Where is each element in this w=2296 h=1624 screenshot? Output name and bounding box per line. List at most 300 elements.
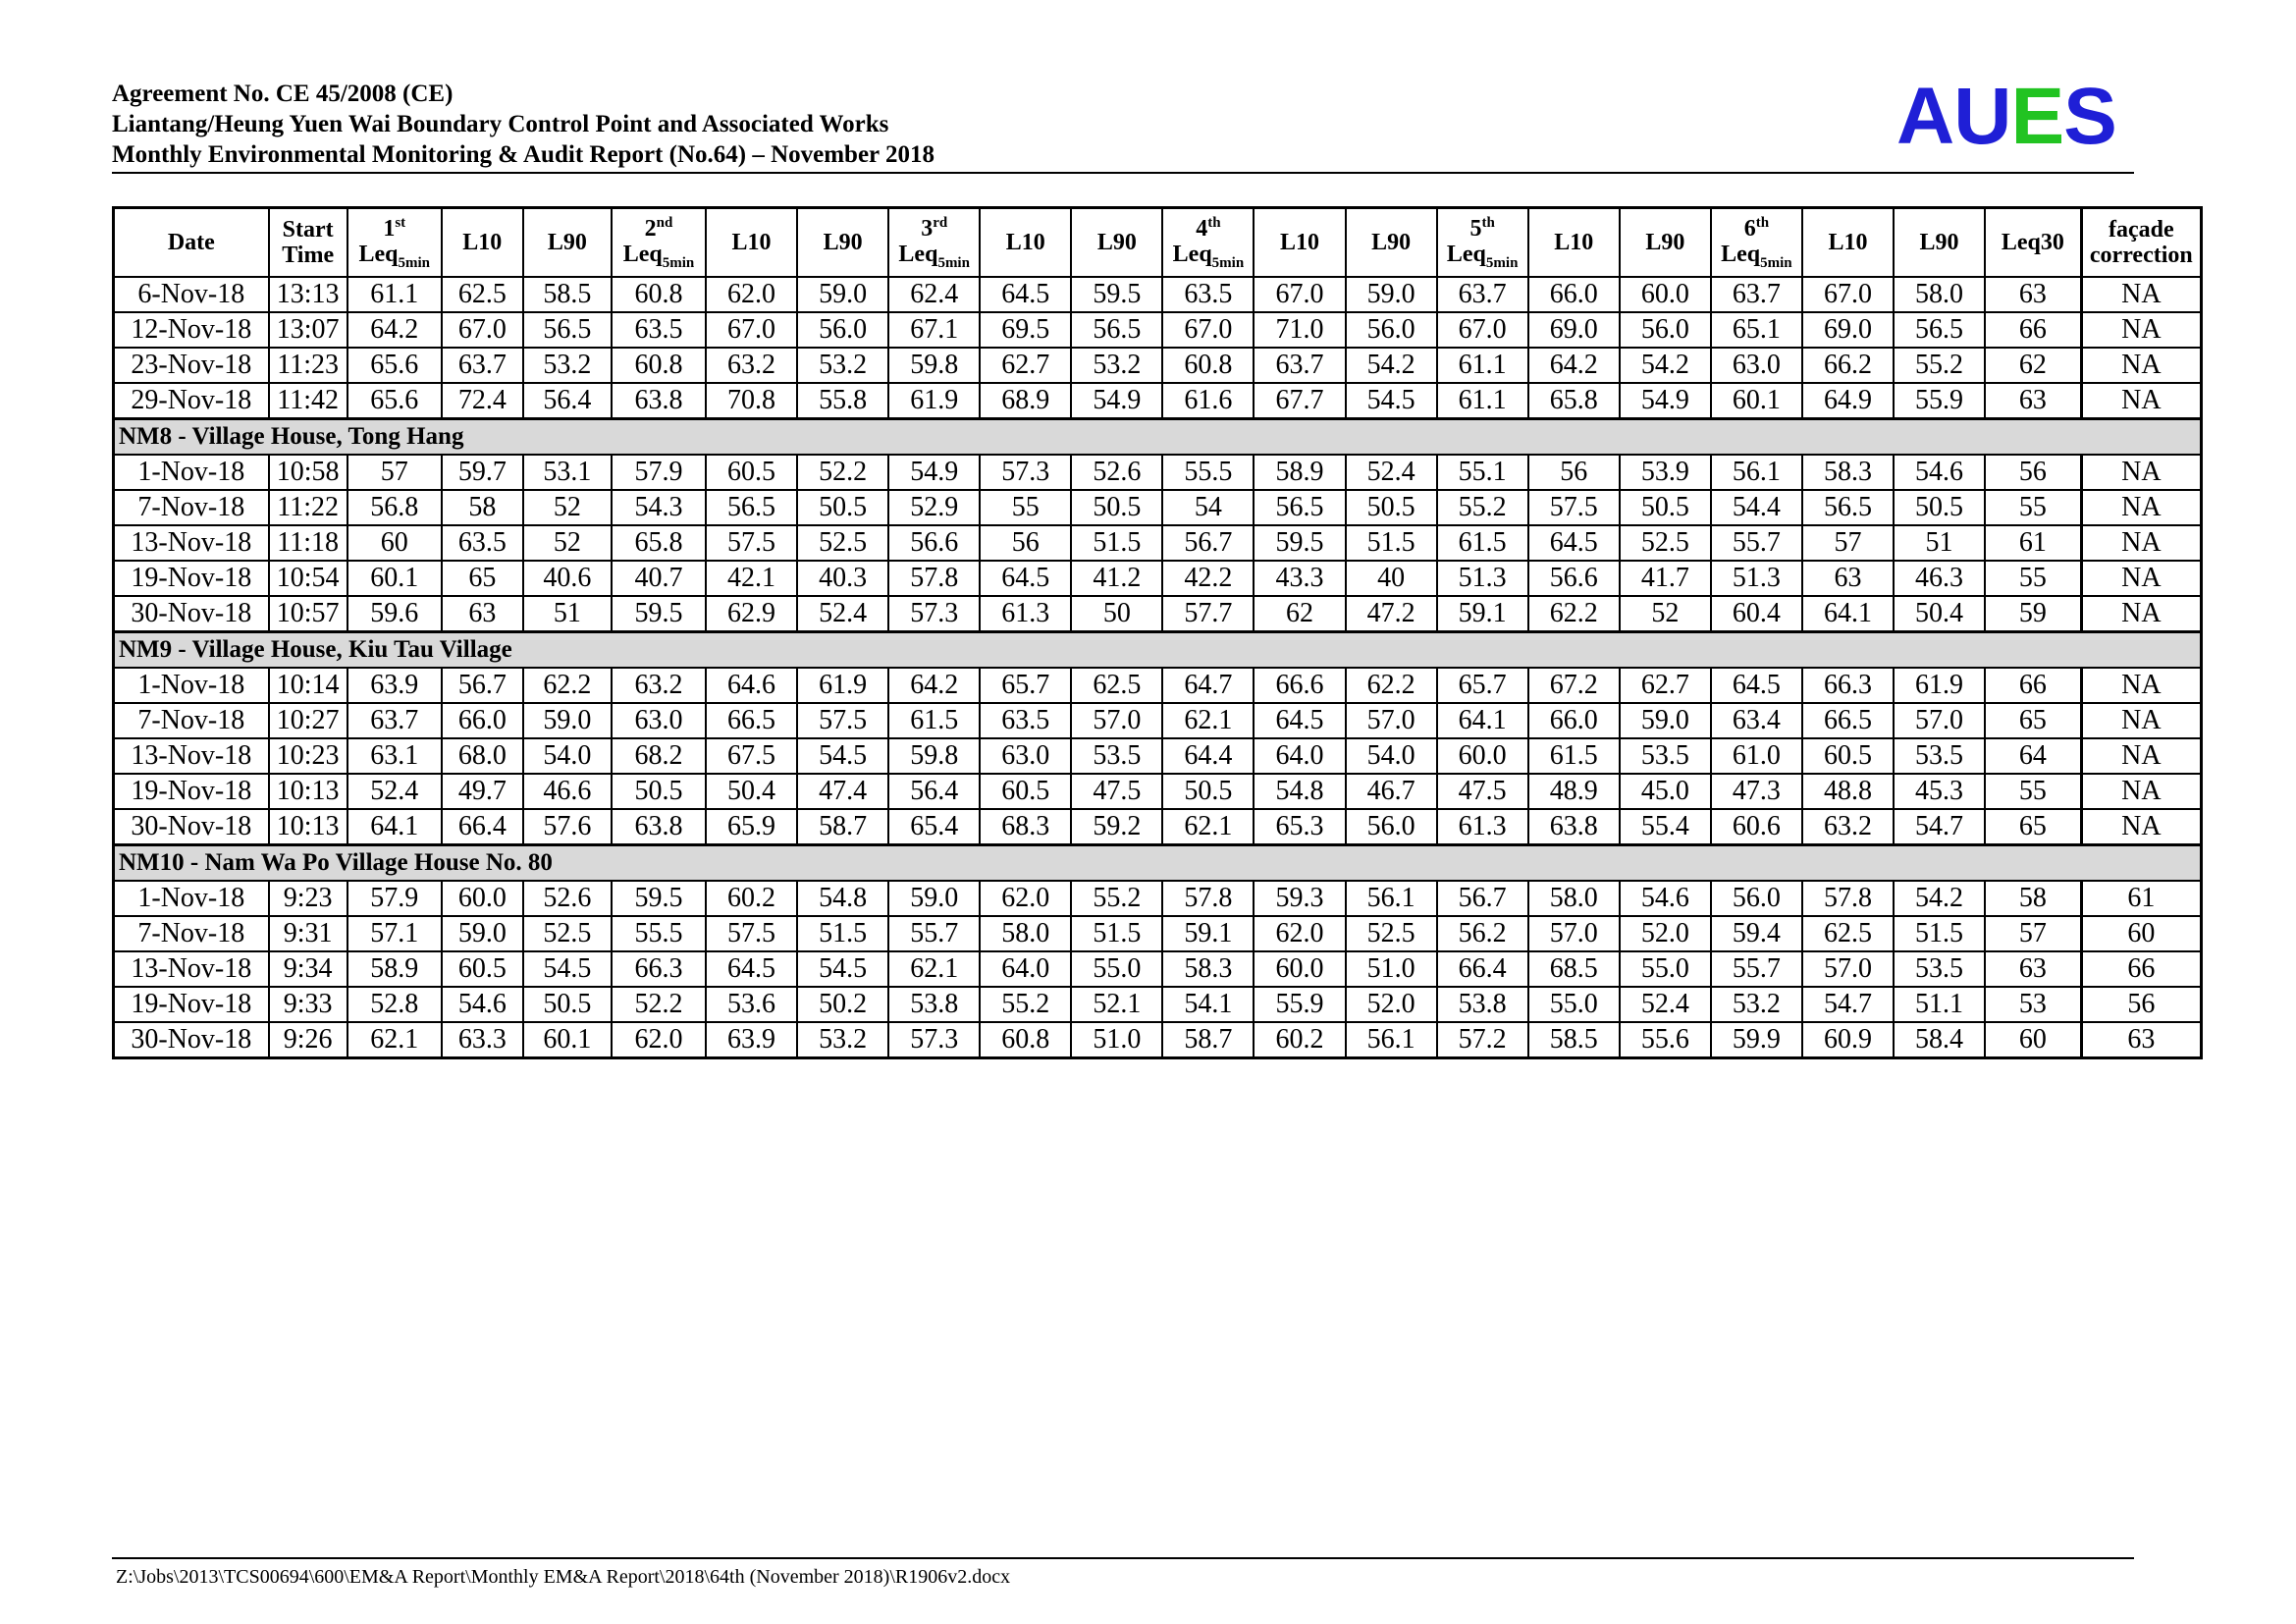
cell-leq-1: 63.1 xyxy=(347,738,442,774)
cell-date: 1-Nov-18 xyxy=(114,668,269,703)
cell-leq-6: 60.4 xyxy=(1711,596,1802,632)
cell-l90: 52.4 xyxy=(1620,987,1711,1022)
cell-l10: 60.5 xyxy=(442,951,523,987)
cell-leq-4: 61.6 xyxy=(1162,383,1254,419)
cell-l10: 61.3 xyxy=(980,596,1071,632)
cell-leq-1: 57 xyxy=(347,455,442,490)
table-row xyxy=(114,561,2202,596)
cell-l90: 47.2 xyxy=(1346,596,1437,632)
cell-l10: 65.9 xyxy=(706,809,797,845)
table-row xyxy=(114,525,2202,561)
cell-l10: 64.5 xyxy=(980,561,1071,596)
header-l90: L90 xyxy=(797,208,888,278)
cell-date: 13-Nov-18 xyxy=(114,738,269,774)
cell-l90: 40.6 xyxy=(523,561,612,596)
cell-leq-1: 52.8 xyxy=(347,987,442,1022)
cell-leq30: 58 xyxy=(1985,881,2081,916)
cell-l90: 52.0 xyxy=(1346,987,1437,1022)
table-row xyxy=(114,383,2202,419)
cell-l90: 54.2 xyxy=(1346,348,1437,383)
cell-leq-1: 60.1 xyxy=(347,561,442,596)
station-section-row xyxy=(114,845,2202,882)
cell-l90: 50 xyxy=(1071,596,1162,632)
cell-l10: 57 xyxy=(1802,525,1894,561)
cell-l90: 53.5 xyxy=(1894,951,1985,987)
cell-l10: 67.2 xyxy=(1528,668,1620,703)
cell-leq-3: 55.7 xyxy=(888,916,980,951)
cell-leq-6: 54.4 xyxy=(1711,490,1802,525)
cell-leq-3: 59.8 xyxy=(888,738,980,774)
cell-leq-2: 59.5 xyxy=(612,881,706,916)
cell-start-time: 9:26 xyxy=(269,1022,347,1058)
cell-l90: 55.2 xyxy=(1071,881,1162,916)
footer-file-path: Z:\Jobs\2013\TCS00694\600\EM&A Report\Monthly EM&A Report\2018\64th (November 2018)\R1906v2.docx xyxy=(116,1566,1011,1588)
cell-leq-2: 50.5 xyxy=(612,774,706,809)
cell-leq-2: 63.2 xyxy=(612,668,706,703)
cell-leq-4: 55.5 xyxy=(1162,455,1254,490)
cell-start-time: 10:57 xyxy=(269,596,347,632)
cell-facade-correction: 66 xyxy=(2081,951,2201,987)
cell-facade-correction: NA xyxy=(2081,668,2201,703)
cell-leq-1: 59.6 xyxy=(347,596,442,632)
noise-monitoring-table-wrap xyxy=(112,206,2203,1059)
cell-leq-3: 61.5 xyxy=(888,703,980,738)
cell-start-time: 10:54 xyxy=(269,561,347,596)
header-l90: L90 xyxy=(1346,208,1437,278)
cell-l90: 53.2 xyxy=(797,348,888,383)
cell-l10: 55.2 xyxy=(980,987,1071,1022)
cell-l10: 66.4 xyxy=(442,809,523,845)
cell-leq-1: 60 xyxy=(347,525,442,561)
cell-l90: 55.9 xyxy=(1894,383,1985,419)
cell-l10: 63.0 xyxy=(980,738,1071,774)
cell-leq-1: 61.1 xyxy=(347,277,442,312)
cell-l10: 64.2 xyxy=(1528,348,1620,383)
cell-l10: 57.5 xyxy=(706,916,797,951)
cell-leq-1: 63.9 xyxy=(347,668,442,703)
cell-leq-2: 40.7 xyxy=(612,561,706,596)
cell-l90: 51 xyxy=(1894,525,1985,561)
cell-l90: 46.6 xyxy=(523,774,612,809)
cell-leq-3: 61.9 xyxy=(888,383,980,419)
cell-facade-correction: NA xyxy=(2081,561,2201,596)
cell-leq-6: 55.7 xyxy=(1711,951,1802,987)
cell-l90: 56.0 xyxy=(1620,312,1711,348)
header-l10: L10 xyxy=(980,208,1071,278)
cell-l10: 54.6 xyxy=(442,987,523,1022)
cell-l10: 63 xyxy=(442,596,523,632)
cell-l90: 58.5 xyxy=(523,277,612,312)
cell-l10: 56 xyxy=(980,525,1071,561)
cell-leq-2: 60.8 xyxy=(612,277,706,312)
cell-start-time: 9:23 xyxy=(269,881,347,916)
cell-l90: 53.9 xyxy=(1620,455,1711,490)
cell-l10: 55.0 xyxy=(1528,987,1620,1022)
cell-l10: 62.0 xyxy=(706,277,797,312)
cell-leq-2: 59.5 xyxy=(612,596,706,632)
cell-leq-4: 54.1 xyxy=(1162,987,1254,1022)
cell-l10: 48.8 xyxy=(1802,774,1894,809)
cell-leq-4: 64.4 xyxy=(1162,738,1254,774)
cell-start-time: 9:33 xyxy=(269,987,347,1022)
cell-leq-3: 53.8 xyxy=(888,987,980,1022)
cell-l90: 55.2 xyxy=(1894,348,1985,383)
cell-leq-6: 59.9 xyxy=(1711,1022,1802,1058)
cell-leq-1: 63.7 xyxy=(347,703,442,738)
cell-l10: 67.0 xyxy=(706,312,797,348)
cell-leq-5: 55.2 xyxy=(1437,490,1528,525)
cell-l10: 59.0 xyxy=(442,916,523,951)
cell-facade-correction: NA xyxy=(2081,277,2201,312)
cell-start-time: 10:58 xyxy=(269,455,347,490)
report-title: Monthly Environmental Monitoring & Audit Report (No.64) – November 2018 xyxy=(112,141,934,168)
cell-l10: 63.7 xyxy=(1254,348,1345,383)
cell-start-time: 11:22 xyxy=(269,490,347,525)
cell-l90: 52.4 xyxy=(1346,455,1437,490)
header-leq-5: 5th Leq$_{5min}$ xyxy=(1437,208,1528,278)
table-row xyxy=(114,668,2202,703)
cell-l90: 54.8 xyxy=(797,881,888,916)
cell-leq-6: 61.0 xyxy=(1711,738,1802,774)
table-row xyxy=(114,348,2202,383)
station-title: NM8 - Village House, Tong Hang xyxy=(114,419,2202,456)
project-title: Liantang/Heung Yuen Wai Boundary Control Point and Associated Works xyxy=(112,111,889,137)
table-row xyxy=(114,987,2202,1022)
cell-l90: 62.2 xyxy=(523,668,612,703)
cell-l90: 55.6 xyxy=(1620,1022,1711,1058)
cell-l90: 58.0 xyxy=(1894,277,1985,312)
cell-l90: 55.4 xyxy=(1620,809,1711,845)
cell-l90: 54.5 xyxy=(797,738,888,774)
cell-leq-4: 57.8 xyxy=(1162,881,1254,916)
cell-leq-4: 63.5 xyxy=(1162,277,1254,312)
header-l10: L10 xyxy=(1528,208,1620,278)
cell-date: 7-Nov-18 xyxy=(114,916,269,951)
header-l90: L90 xyxy=(1620,208,1711,278)
cell-leq30: 56 xyxy=(1985,455,2081,490)
cell-leq-5: 56.7 xyxy=(1437,881,1528,916)
cell-facade-correction: NA xyxy=(2081,738,2201,774)
cell-facade-correction: 63 xyxy=(2081,1022,2201,1058)
cell-leq-2: 54.3 xyxy=(612,490,706,525)
cell-leq-4: 67.0 xyxy=(1162,312,1254,348)
cell-l90: 41.7 xyxy=(1620,561,1711,596)
cell-leq-4: 62.1 xyxy=(1162,809,1254,845)
cell-l10: 57.0 xyxy=(1528,916,1620,951)
cell-leq30: 65 xyxy=(1985,703,2081,738)
cell-l90: 54.9 xyxy=(1071,383,1162,419)
cell-leq-3: 59.0 xyxy=(888,881,980,916)
header-leq-6: 6th Leq$_{5min}$ xyxy=(1711,208,1802,278)
cell-l10: 68.5 xyxy=(1528,951,1620,987)
logo-letter: U xyxy=(1953,72,2011,161)
cell-date: 1-Nov-18 xyxy=(114,881,269,916)
cell-l10: 70.8 xyxy=(706,383,797,419)
cell-l10: 62.0 xyxy=(980,881,1071,916)
header-divider xyxy=(112,172,2134,174)
cell-leq-6: 55.7 xyxy=(1711,525,1802,561)
cell-l90: 51.0 xyxy=(1346,951,1437,987)
cell-l10: 58.5 xyxy=(1528,1022,1620,1058)
cell-l90: 54.6 xyxy=(1894,455,1985,490)
cell-l10: 56 xyxy=(1528,455,1620,490)
cell-l90: 56.5 xyxy=(523,312,612,348)
cell-date: 30-Nov-18 xyxy=(114,1022,269,1058)
cell-l10: 59.5 xyxy=(1254,525,1345,561)
cell-l10: 60.5 xyxy=(706,455,797,490)
header-leq-1: 1st Leq$_{5min}$ xyxy=(347,208,442,278)
cell-l90: 59.2 xyxy=(1071,809,1162,845)
cell-l10: 58.0 xyxy=(980,916,1071,951)
table-row xyxy=(114,951,2202,987)
cell-l90: 52.4 xyxy=(797,596,888,632)
cell-l90: 54.2 xyxy=(1894,881,1985,916)
cell-l10: 59.7 xyxy=(442,455,523,490)
cell-l10: 54.7 xyxy=(1802,987,1894,1022)
cell-leq-6: 65.1 xyxy=(1711,312,1802,348)
cell-leq-2: 63.8 xyxy=(612,383,706,419)
cell-l10: 63.5 xyxy=(980,703,1071,738)
cell-l90: 59.0 xyxy=(797,277,888,312)
cell-leq-6: 63.4 xyxy=(1711,703,1802,738)
cell-l90: 52.0 xyxy=(1620,916,1711,951)
cell-l10: 60.2 xyxy=(1254,1022,1345,1058)
cell-facade-correction: NA xyxy=(2081,703,2201,738)
cell-l90: 41.2 xyxy=(1071,561,1162,596)
cell-l90: 51.0 xyxy=(1071,1022,1162,1058)
cell-leq-4: 58.7 xyxy=(1162,1022,1254,1058)
cell-l90: 51 xyxy=(523,596,612,632)
cell-l90: 52.5 xyxy=(1620,525,1711,561)
cell-start-time: 13:07 xyxy=(269,312,347,348)
cell-leq-1: 65.6 xyxy=(347,348,442,383)
cell-l10: 63 xyxy=(1802,561,1894,596)
cell-l10: 63.5 xyxy=(442,525,523,561)
cell-leq-3: 56.4 xyxy=(888,774,980,809)
cell-l10: 64.5 xyxy=(706,951,797,987)
cell-l90: 50.4 xyxy=(1894,596,1985,632)
cell-l10: 56.5 xyxy=(1254,490,1345,525)
header-l10: L10 xyxy=(706,208,797,278)
cell-leq30: 62 xyxy=(1985,348,2081,383)
table-row xyxy=(114,596,2202,632)
header-leq-2: 2nd Leq$_{5min}$ xyxy=(612,208,706,278)
cell-l90: 52.5 xyxy=(797,525,888,561)
cell-l90: 51.5 xyxy=(1071,525,1162,561)
cell-l90: 52.6 xyxy=(1071,455,1162,490)
cell-leq-3: 57.8 xyxy=(888,561,980,596)
table-header-row xyxy=(114,208,2202,278)
cell-l90: 45.0 xyxy=(1620,774,1711,809)
cell-leq-6: 59.4 xyxy=(1711,916,1802,951)
cell-date: 23-Nov-18 xyxy=(114,348,269,383)
station-section-row xyxy=(114,632,2202,669)
cell-l90: 54.0 xyxy=(523,738,612,774)
cell-leq-1: 58.9 xyxy=(347,951,442,987)
table-row xyxy=(114,1022,2202,1058)
table-body xyxy=(114,277,2202,1058)
cell-leq-5: 67.0 xyxy=(1437,312,1528,348)
cell-leq-1: 57.9 xyxy=(347,881,442,916)
cell-l90: 59.0 xyxy=(1620,703,1711,738)
cell-l10: 56.5 xyxy=(1802,490,1894,525)
cell-leq-3: 62.1 xyxy=(888,951,980,987)
cell-l10: 62.5 xyxy=(442,277,523,312)
logo-letter: E xyxy=(2010,72,2064,161)
cell-l90: 47.5 xyxy=(1071,774,1162,809)
cell-leq-5: 60.0 xyxy=(1437,738,1528,774)
cell-l90: 60.1 xyxy=(523,1022,612,1058)
cell-l10: 60.5 xyxy=(1802,738,1894,774)
cell-l10: 49.7 xyxy=(442,774,523,809)
cell-l10: 59.3 xyxy=(1254,881,1345,916)
cell-facade-correction: 56 xyxy=(2081,987,2201,1022)
station-title: NM9 - Village House, Kiu Tau Village xyxy=(114,632,2202,669)
header-leq-4: 4th Leq$_{5min}$ xyxy=(1162,208,1254,278)
cell-l90: 53.2 xyxy=(1071,348,1162,383)
cell-l10: 68.0 xyxy=(442,738,523,774)
cell-facade-correction: NA xyxy=(2081,383,2201,419)
cell-facade-correction: 61 xyxy=(2081,881,2201,916)
agreement-number: Agreement No. CE 45/2008 (CE) xyxy=(112,81,454,107)
cell-leq-1: 52.4 xyxy=(347,774,442,809)
cell-l10: 62.9 xyxy=(706,596,797,632)
cell-leq-4: 64.7 xyxy=(1162,668,1254,703)
cell-leq-2: 65.8 xyxy=(612,525,706,561)
cell-l10: 68.3 xyxy=(980,809,1071,845)
logo-letter: A xyxy=(1896,72,1954,161)
cell-date: 13-Nov-18 xyxy=(114,951,269,987)
cell-l10: 63.8 xyxy=(1528,809,1620,845)
cell-leq30: 63 xyxy=(1985,951,2081,987)
table-row xyxy=(114,881,2202,916)
cell-l10: 72.4 xyxy=(442,383,523,419)
cell-start-time: 10:14 xyxy=(269,668,347,703)
cell-leq-5: 56.2 xyxy=(1437,916,1528,951)
cell-date: 7-Nov-18 xyxy=(114,490,269,525)
cell-l90: 53.2 xyxy=(523,348,612,383)
cell-leq-6: 60.6 xyxy=(1711,809,1802,845)
cell-leq-4: 59.1 xyxy=(1162,916,1254,951)
cell-leq-5: 51.3 xyxy=(1437,561,1528,596)
header-l10: L10 xyxy=(442,208,523,278)
cell-l90: 57.0 xyxy=(1346,703,1437,738)
cell-l10: 65.8 xyxy=(1528,383,1620,419)
cell-l90: 52.5 xyxy=(1346,916,1437,951)
cell-leq-2: 63.5 xyxy=(612,312,706,348)
cell-leq-1: 65.6 xyxy=(347,383,442,419)
cell-l90: 56.0 xyxy=(1346,312,1437,348)
cell-leq30: 64 xyxy=(1985,738,2081,774)
cell-leq30: 60 xyxy=(1985,1022,2081,1058)
cell-leq30: 55 xyxy=(1985,561,2081,596)
cell-l90: 47.4 xyxy=(797,774,888,809)
cell-facade-correction: 60 xyxy=(2081,916,2201,951)
cell-facade-correction: NA xyxy=(2081,490,2201,525)
table-row xyxy=(114,809,2202,845)
header-l10: L10 xyxy=(1254,208,1345,278)
cell-leq-5: 66.4 xyxy=(1437,951,1528,987)
cell-l10: 64.5 xyxy=(980,277,1071,312)
cell-l90: 54.5 xyxy=(797,951,888,987)
cell-l10: 58.9 xyxy=(1254,455,1345,490)
cell-l10: 58.3 xyxy=(1802,455,1894,490)
cell-leq-4: 54 xyxy=(1162,490,1254,525)
cell-leq-3: 62.4 xyxy=(888,277,980,312)
cell-l10: 62 xyxy=(1254,596,1345,632)
cell-leq-3: 57.3 xyxy=(888,1022,980,1058)
cell-l90: 53.5 xyxy=(1894,738,1985,774)
cell-l10: 43.3 xyxy=(1254,561,1345,596)
cell-start-time: 9:34 xyxy=(269,951,347,987)
cell-leq-6: 64.5 xyxy=(1711,668,1802,703)
cell-leq-6: 51.3 xyxy=(1711,561,1802,596)
cell-start-time: 10:23 xyxy=(269,738,347,774)
cell-leq-5: 53.8 xyxy=(1437,987,1528,1022)
cell-l10: 67.0 xyxy=(442,312,523,348)
cell-start-time: 10:13 xyxy=(269,809,347,845)
header-leq30: Leq30 xyxy=(1985,208,2081,278)
header-leq-3: 3rd Leq$_{5min}$ xyxy=(888,208,980,278)
cell-l90: 50.5 xyxy=(523,987,612,1022)
cell-l10: 56.6 xyxy=(1528,561,1620,596)
cell-leq-2: 52.2 xyxy=(612,987,706,1022)
cell-l10: 64.6 xyxy=(706,668,797,703)
cell-l10: 64.0 xyxy=(980,951,1071,987)
cell-facade-correction: NA xyxy=(2081,348,2201,383)
cell-l10: 64.0 xyxy=(1254,738,1345,774)
cell-l10: 60.0 xyxy=(1254,951,1345,987)
cell-l90: 45.3 xyxy=(1894,774,1985,809)
cell-l90: 52.1 xyxy=(1071,987,1162,1022)
cell-l10: 60.5 xyxy=(980,774,1071,809)
cell-leq-6: 56.1 xyxy=(1711,455,1802,490)
header-date: Date xyxy=(114,208,269,278)
cell-l10: 69.0 xyxy=(1528,312,1620,348)
cell-l10: 48.9 xyxy=(1528,774,1620,809)
cell-l10: 55 xyxy=(980,490,1071,525)
cell-leq-4: 60.8 xyxy=(1162,348,1254,383)
cell-l10: 66.0 xyxy=(1528,703,1620,738)
cell-leq30: 61 xyxy=(1985,525,2081,561)
cell-leq-2: 68.2 xyxy=(612,738,706,774)
cell-l90: 52.6 xyxy=(523,881,612,916)
cell-date: 12-Nov-18 xyxy=(114,312,269,348)
cell-l90: 40 xyxy=(1346,561,1437,596)
cell-l90: 59.5 xyxy=(1071,277,1162,312)
cell-l90: 58.4 xyxy=(1894,1022,1985,1058)
cell-leq30: 53 xyxy=(1985,987,2081,1022)
cell-l90: 51.5 xyxy=(1346,525,1437,561)
cell-l90: 56.5 xyxy=(1894,312,1985,348)
cell-l90: 62.5 xyxy=(1071,668,1162,703)
cell-l10: 62.0 xyxy=(1254,916,1345,951)
cell-l90: 40.3 xyxy=(797,561,888,596)
cell-l10: 62.5 xyxy=(1802,916,1894,951)
cell-leq-4: 62.1 xyxy=(1162,703,1254,738)
cell-leq-3: 67.1 xyxy=(888,312,980,348)
cell-l90: 61.9 xyxy=(1894,668,1985,703)
table-row xyxy=(114,312,2202,348)
header-l90: L90 xyxy=(1071,208,1162,278)
cell-leq-6: 63.0 xyxy=(1711,348,1802,383)
cell-leq-2: 55.5 xyxy=(612,916,706,951)
cell-leq-5: 57.2 xyxy=(1437,1022,1528,1058)
cell-l90: 46.7 xyxy=(1346,774,1437,809)
cell-l10: 50.4 xyxy=(706,774,797,809)
header-start-time: Start Time xyxy=(269,208,347,278)
cell-date: 19-Nov-18 xyxy=(114,774,269,809)
